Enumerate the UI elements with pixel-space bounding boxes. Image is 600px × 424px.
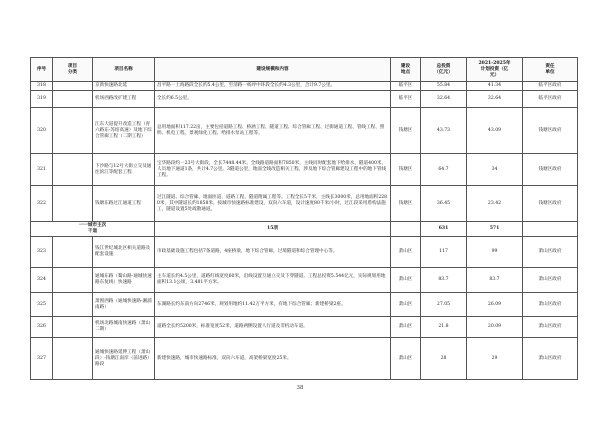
row-plan-investment: 43.09 <box>467 108 523 154</box>
row-responsible-unit: 钱塘区政府 <box>523 154 578 186</box>
row-description: 过江隧道、综合管廊、地面匝道、道路工程、隧道附属工程等。工程全长5千米，主线长3000米，总用地面积2280米，其中隧道长约1858米，按城市快速路标准建设，双向六车道，设计速度80千米/小时，过江段采用盾构法施工，隧道设置5处疏散通道。 <box>155 186 391 222</box>
row-plan-investment: 83.7 <box>467 268 523 293</box>
row-description: 全长约6.5公里。 <box>155 91 391 108</box>
row-category <box>53 237 93 268</box>
table-row <box>31 237 578 268</box>
row-location: 临平区 <box>391 91 421 108</box>
row-responsible-unit: 钱塘区政府 <box>523 108 578 154</box>
row-category <box>53 338 93 380</box>
table-row <box>31 108 578 154</box>
row-no: 327 <box>31 338 53 380</box>
row-responsible-unit: 萧山区政府 <box>523 237 578 268</box>
row-project-name: 机场北路城南快速路（萧山二期） <box>93 317 155 338</box>
row-plan-investment: 23.42 <box>467 186 523 222</box>
row-total-investment: 43.73 <box>421 108 467 154</box>
table-row <box>31 154 578 186</box>
row-description: 东湖路长约东南方向2746米，规划用地约11.42万平方米，有地下综合管廊；新建桥梁2座。 <box>155 293 391 317</box>
row-location: 钱塘区 <box>391 186 421 222</box>
row-project-name: 钱江世纪城北区相关道路及配套设施 <box>93 237 155 268</box>
category-count: 15项 <box>155 222 391 237</box>
header-project-name: 项目名称 <box>93 58 155 82</box>
table-row <box>31 268 578 293</box>
row-project-name: 通城快速路延伸工程（萧山段）-钱塘江南岸（前进路）路段 <box>93 338 155 380</box>
row-no: 326 <box>31 317 53 338</box>
header-plan-investment: 2021-2025年 计划投资（亿 元） <box>467 58 523 82</box>
row-location: 萧山区 <box>391 237 421 268</box>
header-no: 序号 <box>31 58 53 82</box>
category-label: 一一城市主次 干道 <box>31 222 155 237</box>
row-location: 萧山区 <box>391 293 421 317</box>
table-row <box>31 293 578 317</box>
category-plan-investment: 571 <box>467 222 523 237</box>
row-location: 萧山区 <box>391 338 421 380</box>
row-description: 总用地面积117.22亩，主要包括道路工程、桥涵工程、隧道工程、综合管廊工程、过街通道工程、管线工程、照明、机电工程、景观绿化工程、给排水泵站工程等。 <box>155 108 391 154</box>
table-row <box>31 338 578 380</box>
row-total-investment: 28 <box>421 338 467 380</box>
row-total-investment: 32.64 <box>421 91 467 108</box>
row-no: 318 <box>31 82 53 91</box>
row-total-investment: 117 <box>421 237 467 268</box>
row-project-name: 江东大道提升改造工程（青六路东-苏绍高速）及地下综合管廊工程（二期工程） <box>93 108 155 154</box>
row-description: 市政基础设施工程包括7条道路，4座桥梁，地下综合管廊，过境隧道和综合管理中心等。 <box>155 237 391 268</box>
row-total-investment: 55.84 <box>421 82 467 91</box>
row-responsible-unit: 萧山区政府 <box>523 293 578 317</box>
row-responsible-unit: 钱塘区政府 <box>523 186 578 222</box>
row-project-name: 通城东路（蜀山路-通城快速路东复线）快速路 <box>93 268 155 293</box>
row-category <box>53 108 93 154</box>
header-location: 建设 地点 <box>391 58 421 82</box>
row-project-name: 下沙路与12号大街立交及通往滨江等配套工程 <box>93 154 155 186</box>
row-location: 萧山区 <box>391 317 421 338</box>
row-project-name: 钱塘东路过江通道工程 <box>93 186 155 222</box>
category-subtotal-row <box>31 222 578 237</box>
row-responsible-unit: 临平区政府 <box>523 82 578 91</box>
row-description: 新建快速路，城市快速路标准，双向六车道，高架桥梁宽度25米。 <box>155 338 391 380</box>
row-responsible-unit: 萧山区政府 <box>523 268 578 293</box>
table-header-row <box>31 58 578 82</box>
row-no: 325 <box>31 293 53 317</box>
table-row <box>31 91 578 108</box>
row-plan-investment: 20.09 <box>467 317 523 338</box>
row-total-investment: 36.45 <box>421 186 467 222</box>
row-total-investment: 64.7 <box>421 154 467 186</box>
row-plan-investment: 29 <box>467 338 523 380</box>
table-row <box>31 317 578 338</box>
row-no: 323 <box>31 237 53 268</box>
row-total-investment: 21.8 <box>421 317 467 338</box>
row-no: 322 <box>31 186 53 222</box>
row-plan-investment: 32.64 <box>467 91 523 108</box>
row-description: 主车道长约4.5公里，道路红线宽度60米，沿线设置互通立交及下穿隧道。工程总投资5.544亿元，实际规划用地面积13.1公顷，3.481平方米。 <box>155 268 391 293</box>
row-responsible-unit: 临平区政府 <box>523 91 578 108</box>
row-description: 道路全长约5200米，标准宽度52米，道路两侧设置人行道及非机动车道。 <box>155 317 391 338</box>
header-responsible-unit: 责任 单位 <box>523 58 578 82</box>
row-no: 319 <box>31 91 53 108</box>
row-category <box>53 317 93 338</box>
category-total-investment: 631 <box>421 222 467 237</box>
project-table <box>30 57 578 380</box>
category-empty <box>391 222 421 237</box>
row-category <box>53 91 93 108</box>
row-location: 临平区 <box>391 82 421 91</box>
row-no: 320 <box>31 108 53 154</box>
row-category <box>53 154 93 186</box>
row-location: 钱塘区 <box>391 154 421 186</box>
row-location: 钱塘区 <box>391 108 421 154</box>
row-project-name: 京新快速路北延 <box>93 82 155 91</box>
header-scale-content: 建设规模和内容 <box>155 58 391 82</box>
row-no: 324 <box>31 268 53 293</box>
row-project-name: 萧围西路（通城快速路-湘浦南路） <box>93 293 155 317</box>
row-project-name: 机场西路改扩建工程 <box>93 91 155 108</box>
row-total-investment: 83.7 <box>421 268 467 293</box>
row-no: 321 <box>31 154 53 186</box>
row-plan-investment: 26.09 <box>467 293 523 317</box>
row-category <box>53 293 93 317</box>
row-responsible-unit: 萧山区政府 <box>523 338 578 380</box>
row-description: 宝华路段约一23号大街段，全长7448.44米。全线路道路面积7850米，主线同时配套地下给排水，隧道400米，人员地下通道1条，共计4.7公里。3隧道公里，地面全线改造相关工程，涉及地下综合管廊建设工程中的地下管线工程。 <box>155 154 391 186</box>
row-plan-investment: 99 <box>467 237 523 268</box>
row-plan-investment: 34 <box>467 154 523 186</box>
table-row <box>31 186 578 222</box>
row-location: 萧山区 <box>391 268 421 293</box>
row-plan-investment: 41.34 <box>467 82 523 91</box>
row-category <box>53 268 93 293</box>
row-responsible-unit: 萧山区政府 <box>523 317 578 338</box>
header-category: 项目 分类 <box>53 58 93 82</box>
page-number: 38 <box>296 385 304 391</box>
category-empty-unit <box>523 222 578 237</box>
header-total-investment: 总投资 （亿元） <box>421 58 467 82</box>
table-row <box>31 82 578 91</box>
row-description: 昌平路一土海路段全长约5.4公里，至清路一杨坪中环段全长约4.3公里，合计9.7公里。 <box>155 82 391 91</box>
row-category <box>53 186 93 222</box>
row-total-investment: 27.05 <box>421 293 467 317</box>
row-category <box>53 82 93 91</box>
